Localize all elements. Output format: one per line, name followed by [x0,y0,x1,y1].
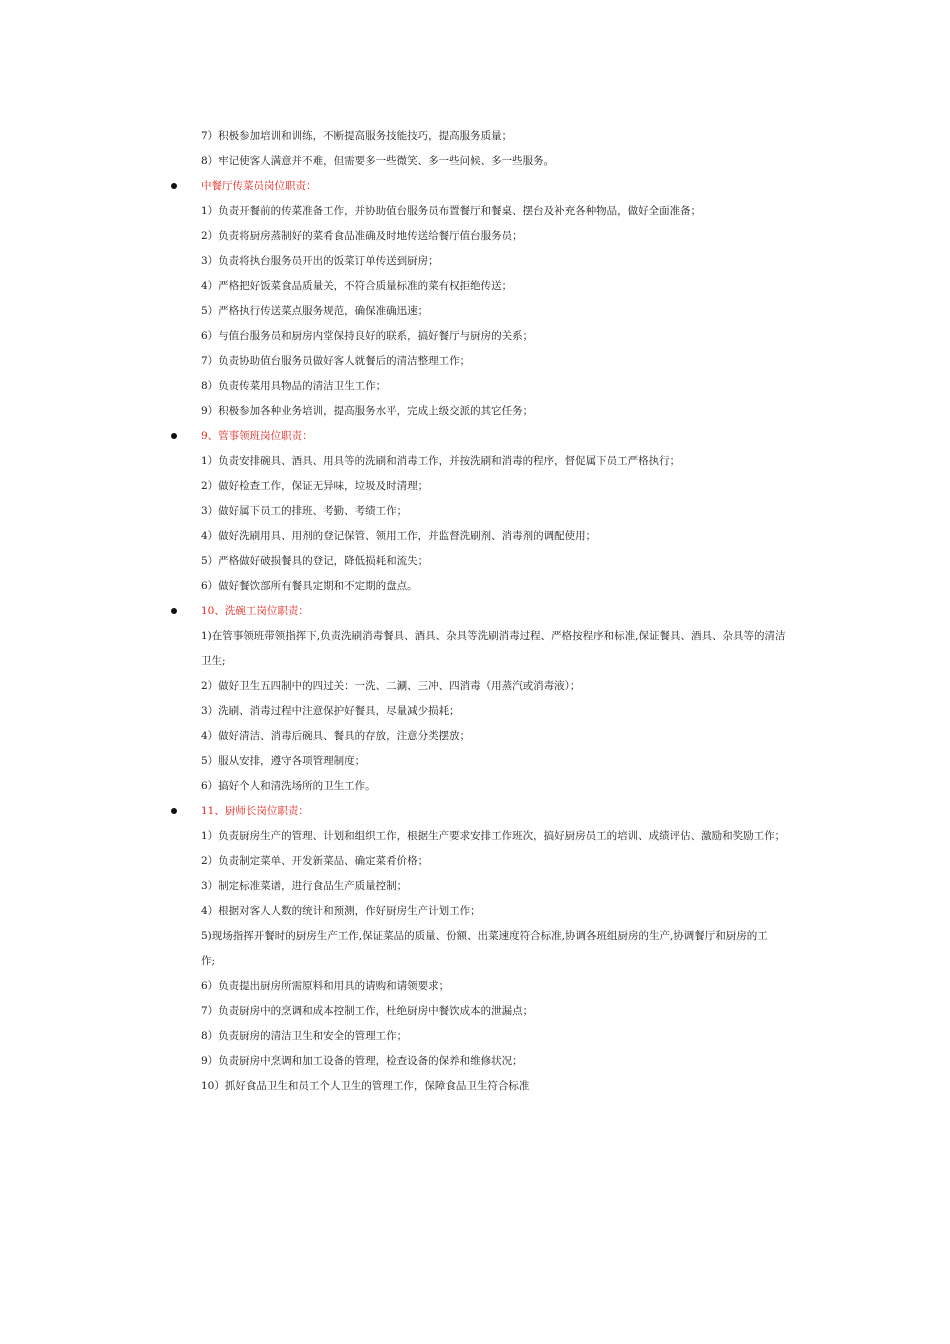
duty-item [0,749,950,774]
duty-item [0,349,950,374]
duty-item-text: 6）负责提出厨房所需原料和用具的请购和请领要求； [201,980,450,992]
duty-item [0,1024,950,1049]
duty-item-text: 2）做好卫生五四制中的四过关：一洗、二涮、三冲、四消毒（用蒸汽或消毒液）； [201,680,581,692]
duty-item [0,549,950,574]
duty-item [0,449,950,474]
duty-item [0,274,950,299]
duty-item [0,524,950,549]
duty-item [0,849,950,874]
duty-item-text: 7）积极参加培训和训练，不断提高服务技能技巧，提高服务质量； [201,130,513,142]
duty-item [0,774,950,799]
duty-item-text: 6）做好餐饮部所有餐具定期和不定期的盘点。 [201,580,418,592]
duty-item [0,724,950,749]
duty-item [0,474,950,499]
duty-item-text: 2）做好检查工作，保证无异味，垃圾及时清理； [201,480,429,492]
duty-item-text: 2）负责制定菜单、开发新菜品、确定菜肴价格； [201,855,429,867]
bullet-icon [171,433,177,439]
bullet-icon [171,608,177,614]
duty-item [0,624,950,649]
duty-item [0,824,950,849]
duty-item-text: 8）负责传菜用具物品的清洁卫生工作； [201,380,387,392]
duty-item [0,324,950,349]
duty-item [0,499,950,524]
duty-item [0,374,950,399]
duty-item-text: 4）根据对客人人数的统计和预测，作好厨房生产计划工作； [201,905,481,917]
duty-item [0,649,950,674]
duty-item-text: 7）负责协助值台服务员做好客人就餐后的清洁整理工作； [201,355,471,367]
section-heading-text: 10、洗碗工岗位职责： [201,605,309,617]
duty-item-text: 5)现场指挥开餐时的厨房生产工作,保证菜品的质量、份额、出菜速度符合标准,协调各班组厨房的生产,协调餐厅和厨房的工 [201,930,768,942]
duty-item-text: 1）负责开餐前的传菜准备工作，并协助值台服务员布置餐厅和餐桌、摆台及补充各种物品，做好全面准备； [201,205,702,217]
duty-item-text: 8）负责厨房的清洁卫生和安全的管理工作； [201,1030,408,1042]
duty-item-text: 6）与值台服务员和厨房内堂保持良好的联系，搞好餐厅与厨房的关系； [201,330,534,342]
duty-item-text: 5）严格做好破损餐具的登记，降低损耗和流失； [201,555,429,567]
duty-item-text: 6）搞好个人和清洗场所的卫生工作。 [201,780,376,792]
duty-item-text: 9）积极参加各种业务培训，提高服务水平，完成上级交派的其它任务； [201,405,534,417]
duty-item [0,574,950,599]
duty-item-text: 4）做好清洁、消毒后碗具、餐具的存放，注意分类摆放； [201,730,471,742]
duty-item [0,674,950,699]
duty-item-text: 5）严格执行传送菜点服务规范，确保准确迅速； [201,305,429,317]
duty-item-text: 8）牢记使客人满意并不难，但需要多一些微笑、多一些问候、多一些服务。 [201,155,555,167]
duty-item-text: 1）负责厨房生产的管理、计划和组织工作，根据生产要求安排工作班次，搞好厨房员工的培训、成绩评估、激励和奖励工作； [201,830,786,842]
duty-item-text: 3）洗刷、消毒过程中注意保护好餐具，尽量减少损耗； [201,705,460,717]
section-heading-text: 中餐厅传菜员岗位职责： [201,180,317,192]
duty-item [0,949,950,974]
duty-item [0,199,950,224]
duty-item-text: 4）严格把好饭菜食品质量关，不符合质量标准的菜有权拒绝传送； [201,280,513,292]
duty-item-text: 2）负责将厨房蒸制好的菜肴食品准确及时地传送给餐厅值台服务员； [201,230,523,242]
section-heading-text: 11、厨师长岗位职责： [201,805,309,817]
duty-item [0,1074,950,1099]
duty-item-text: 卫生; [201,655,226,667]
duty-item [0,249,950,274]
duty-item [0,999,950,1024]
section-heading [0,424,950,449]
duty-item-text: 3）负责将执台服务员开出的饭菜订单传送到厨房； [201,255,439,267]
duty-item [0,974,950,999]
duty-item [0,149,950,174]
job-duties-list [0,124,950,1099]
bullet-icon [171,808,177,814]
duty-item [0,124,950,149]
duty-item-text: 5）服从安排，遵守各项管理制度； [201,755,366,767]
duty-item [0,874,950,899]
duty-item [0,224,950,249]
duty-item-text: 4）做好洗刷用具、用剂的登记保管、领用工作，并监督洗刷剂、消毒剂的调配使用； [201,530,597,542]
duty-item-text: 作; [201,955,216,967]
duty-item [0,299,950,324]
duty-item-text: 1)在管事领班带领指挥下,负责洗刷消毒餐具、酒具、杂具等洗刷消毒过程、严格按程序和标准,保证餐具、酒具、杂具等的清洁 [201,630,786,642]
section-heading [0,599,950,624]
bullet-icon [171,183,177,189]
duty-item-text: 10）抓好食品卫生和员工个人卫生的管理工作，保障食品卫生符合标准 [201,1080,530,1092]
duty-item-text: 3）做好属下员工的排班、考勤、考绩工作； [201,505,408,517]
duty-item [0,1049,950,1074]
duty-item [0,399,950,424]
duty-item-text: 7）负责厨房中的烹调和成本控制工作，杜绝厨房中餐饮成本的泄漏点； [201,1005,534,1017]
duty-item [0,699,950,724]
section-heading [0,174,950,199]
duty-item [0,924,950,949]
section-heading-text: 9、管事领班岗位职责： [201,430,313,442]
duty-item-text: 9）负责厨房中烹调和加工设备的管理，检查设备的保养和维修状况； [201,1055,523,1067]
section-heading [0,799,950,824]
duty-item [0,899,950,924]
duty-item-text: 3）制定标准菜谱，进行食品生产质量控制； [201,880,408,892]
duty-item-text: 1）负责安排碗具、酒具、用具等的洗刷和消毒工作，并按洗刷和消毒的程序，督促属下员工严格执行； [201,455,681,467]
